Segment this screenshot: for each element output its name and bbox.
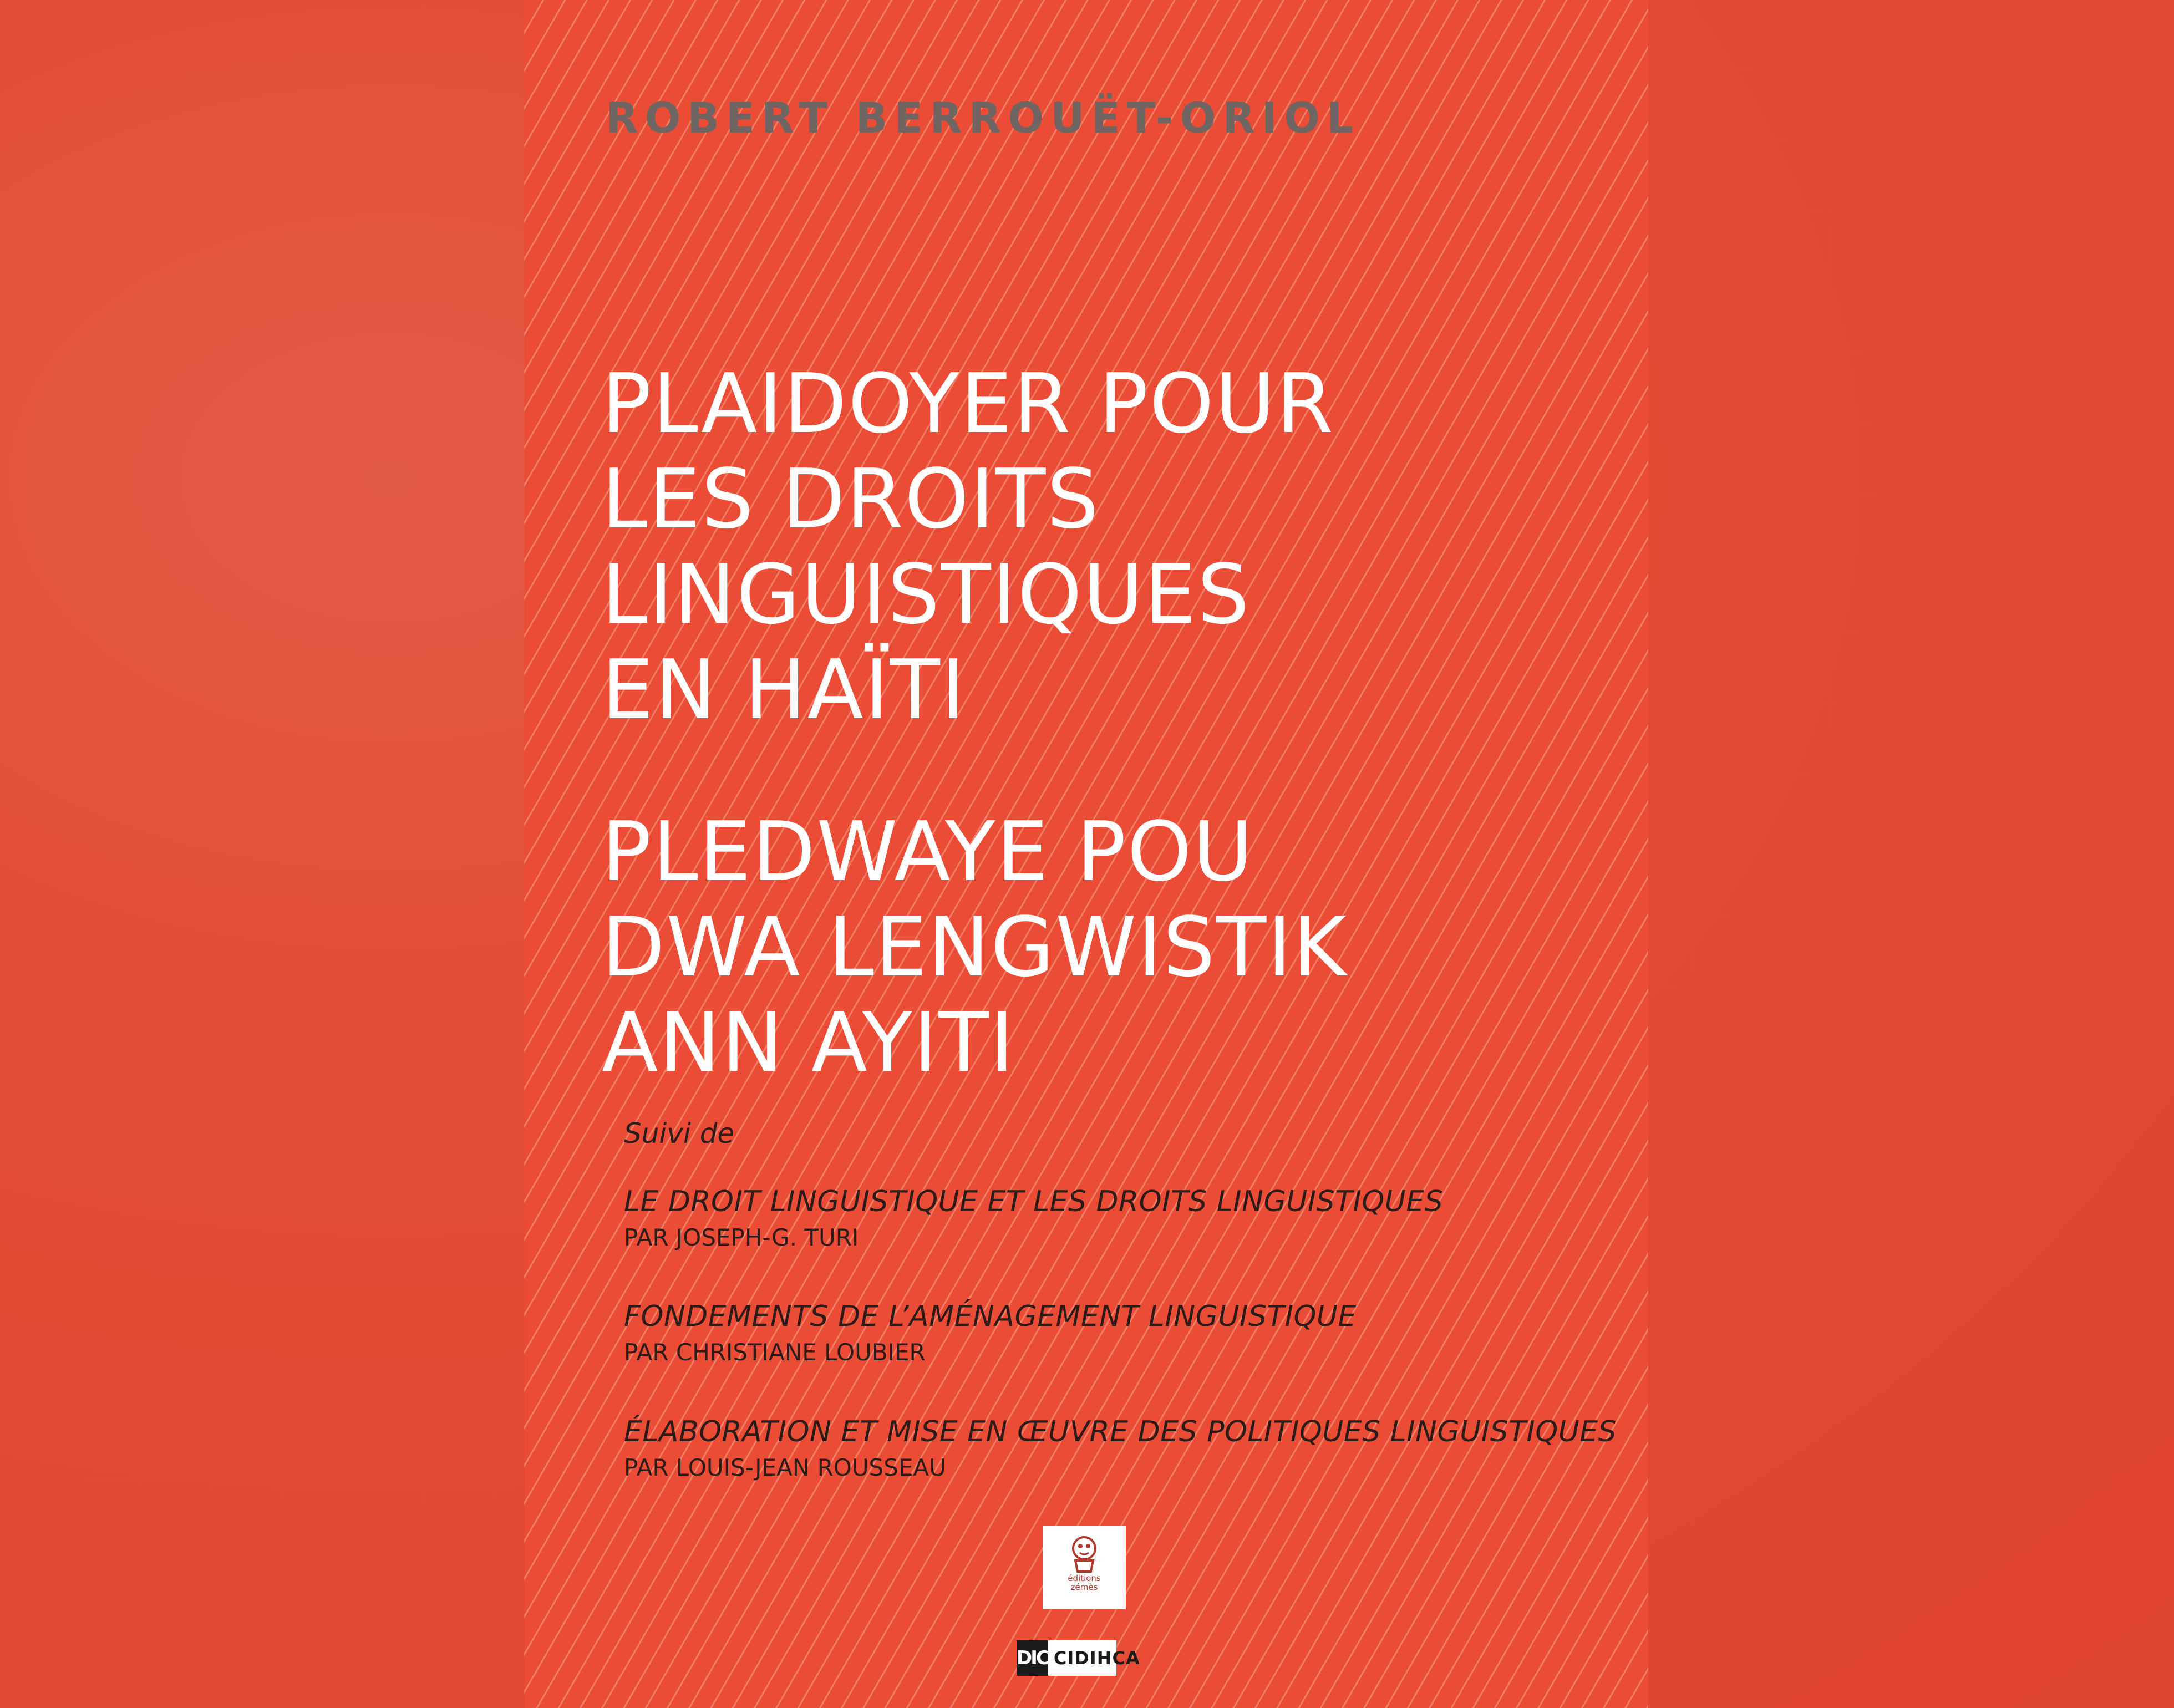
title-french-line: LINGUISTIQUES — [602, 547, 1251, 642]
title-french — [602, 356, 1334, 738]
essay-entry — [624, 1183, 1443, 1255]
zemes-figure-icon — [1068, 1535, 1101, 1574]
title-french-line: EN HAÏTI — [602, 642, 967, 738]
title-creole-line: PLEDWAYE POU — [602, 804, 1254, 899]
essay-entry — [624, 1413, 1617, 1485]
essay-title: LE DROIT LINGUISTIQUE ET LES DROITS LINGUISTIQUES — [624, 1185, 1444, 1218]
essay-author: PAR CHRISTIANE LOUBIER — [624, 1339, 926, 1366]
suivi-de-label: Suivi de — [624, 1117, 735, 1150]
title-french-line: PLAIDOYER POUR — [602, 356, 1335, 451]
zemes-logo-line: éditions — [1068, 1573, 1101, 1583]
essay-author: PAR LOUIS-JEAN ROUSSEAU — [624, 1454, 946, 1481]
essay-author: PAR JOSEPH-G. TURI — [624, 1224, 859, 1251]
essay-title: FONDEMENTS DE L’AMÉNAGEMENT LINGUISTIQUE — [624, 1300, 1357, 1333]
title-french-line: LES DROITS — [602, 451, 1100, 547]
cidihca-logo — [1017, 1640, 1140, 1676]
title-creole-line: ANN AYITI — [602, 995, 1015, 1090]
editions-zemes-logo — [1043, 1526, 1126, 1609]
title-creole — [602, 804, 1348, 1090]
zemes-logo-line: zémès — [1070, 1582, 1098, 1592]
essay-entry — [624, 1298, 1357, 1370]
essay-title: ÉLABORATION ET MISE EN ŒUVRE DES POLITIQUES LINGUISTIQUES — [624, 1415, 1617, 1448]
author-name: ROBERT BERROUËT-ORIOL — [606, 93, 1360, 143]
book-cover — [524, 0, 1648, 1708]
title-creole-line: DWA LENGWISTIK — [602, 899, 1348, 995]
cidihca-wordmark: CIDIHCA — [1053, 1648, 1140, 1669]
cidihca-mark-icon: DIC — [1017, 1640, 1048, 1676]
